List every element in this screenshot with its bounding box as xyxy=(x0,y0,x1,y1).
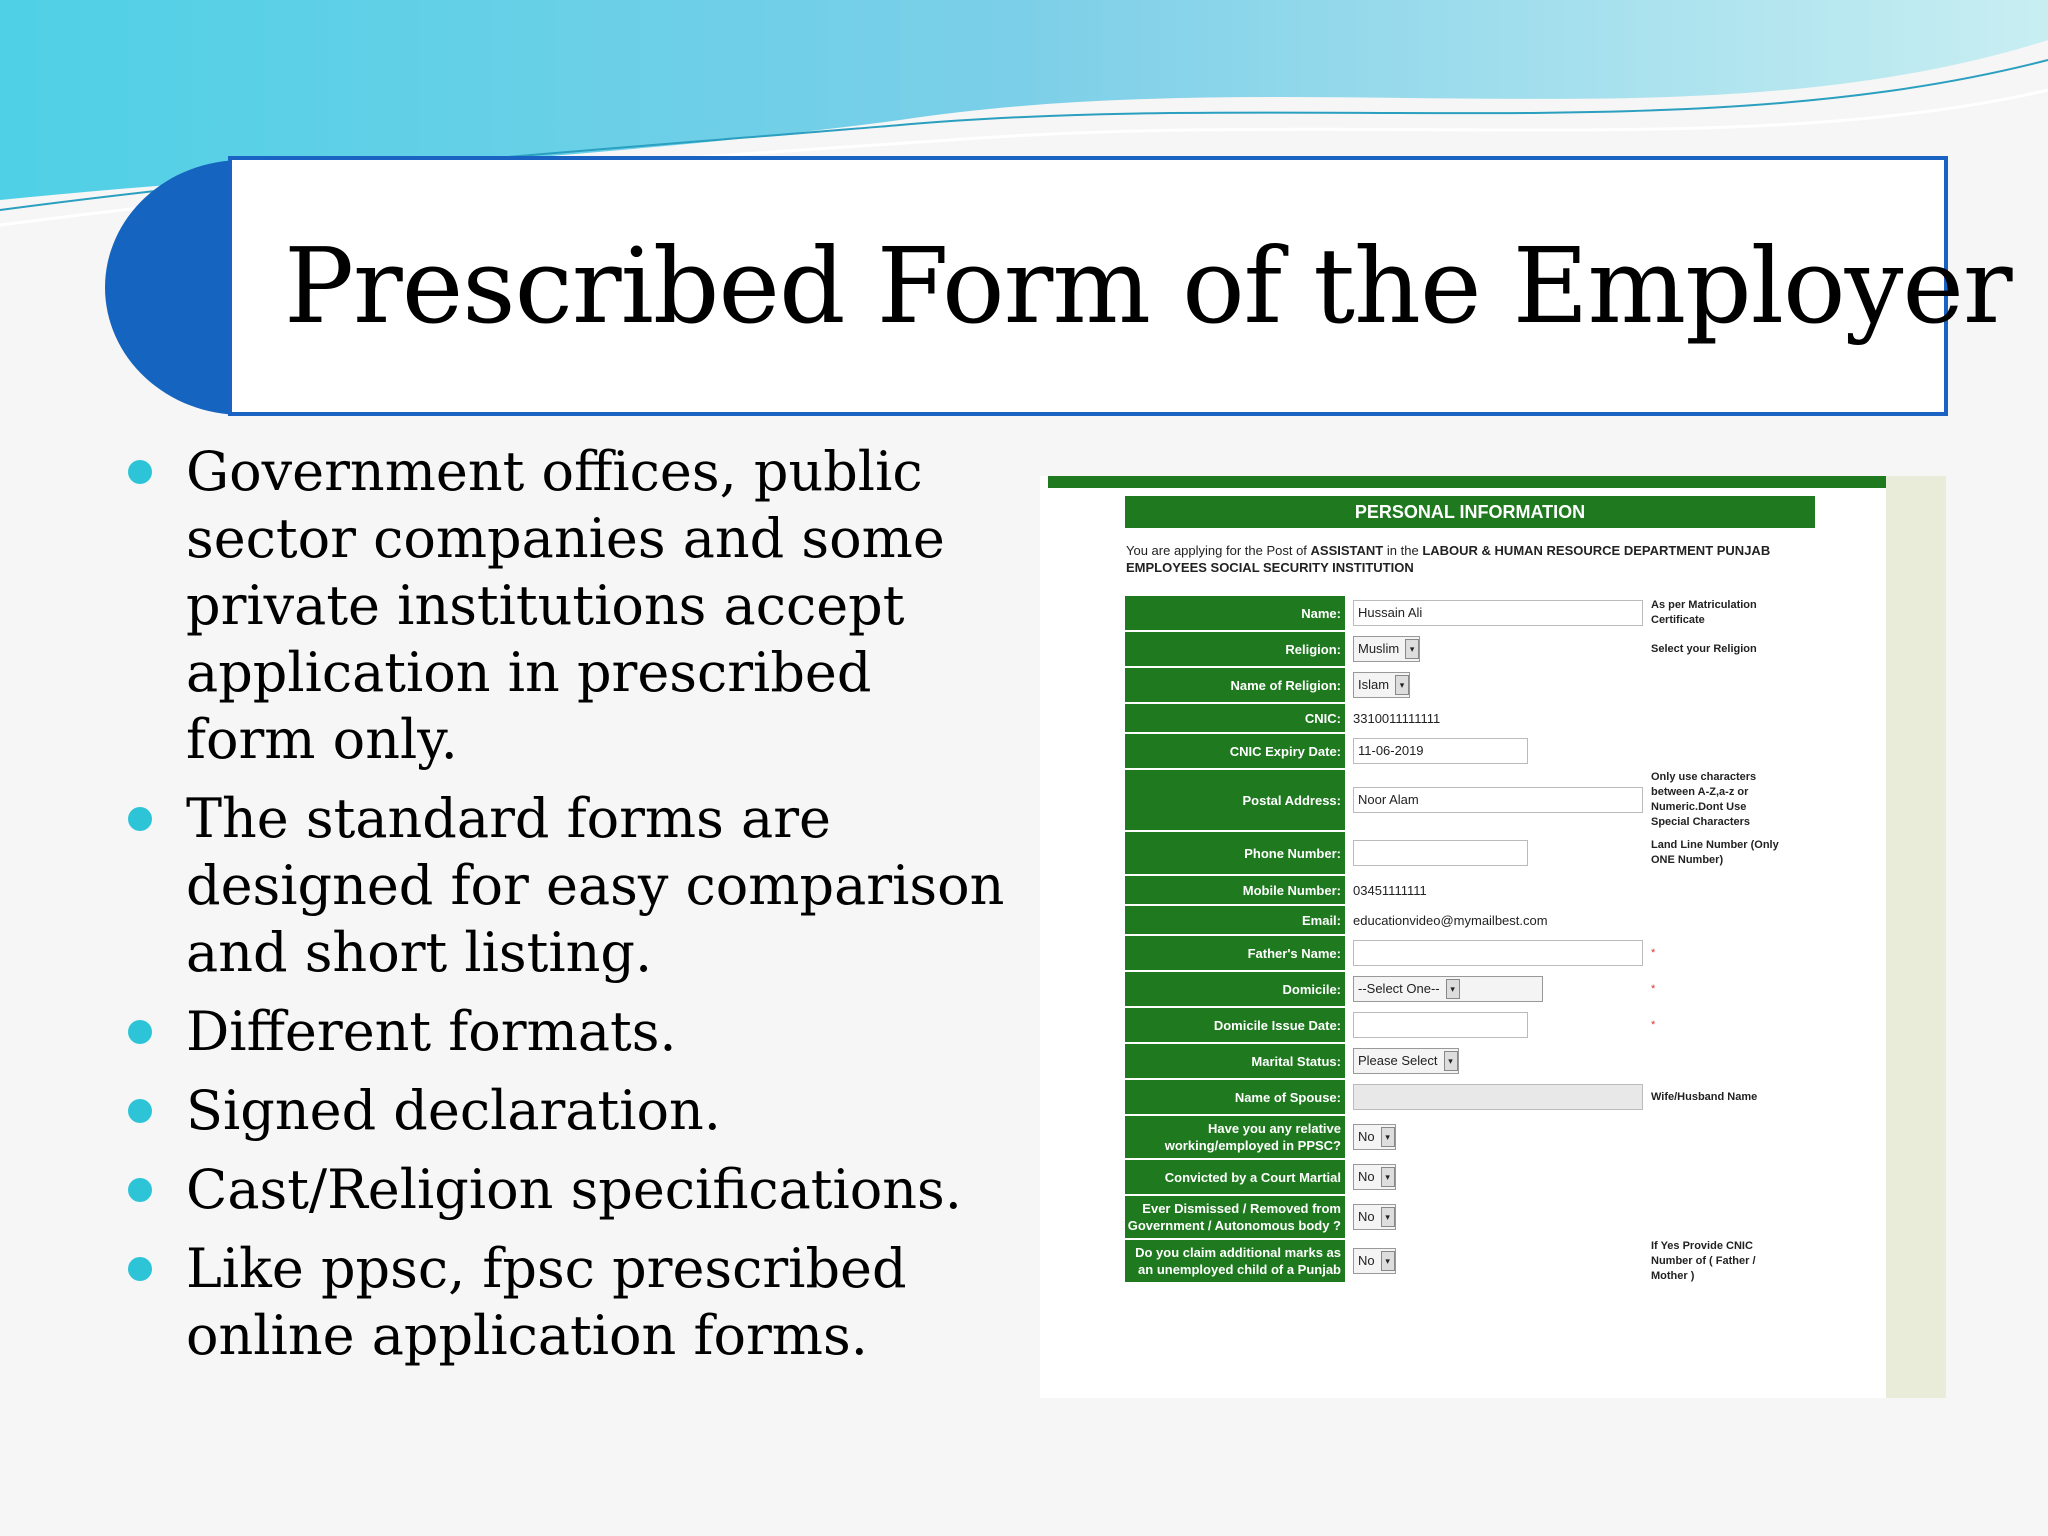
form-row xyxy=(1125,1160,1825,1196)
form-row xyxy=(1125,832,1825,876)
dropdown-caret-icon[interactable]: ▾ xyxy=(1381,1207,1395,1227)
form-field-label: Religion: xyxy=(1125,632,1345,666)
form-field-hint: Select your Religion xyxy=(1651,642,1757,655)
form-field-hint: Wife/Husband Name xyxy=(1651,1090,1758,1103)
form-field-hint: Land Line Number (Only ONE Number) xyxy=(1651,839,1779,866)
form-select-field[interactable]: --Select One-- ▾ xyxy=(1353,976,1543,1002)
form-select-field[interactable]: No ▾ xyxy=(1353,1124,1396,1150)
title-box xyxy=(228,156,2012,416)
form-row xyxy=(1125,734,1825,770)
bullet-dot-icon xyxy=(128,1020,152,1044)
form-field-label: Name: xyxy=(1125,596,1345,630)
form-row xyxy=(1125,770,1825,832)
form-row xyxy=(1125,1080,1825,1116)
form-row xyxy=(1125,668,1825,704)
form-input-field[interactable] xyxy=(1353,1084,1643,1110)
form-value-text: 03451111111 xyxy=(1353,882,1427,898)
bullet-item: Signed declaration. xyxy=(128,1077,1008,1144)
form-input-field[interactable] xyxy=(1353,1012,1528,1038)
bullet-item: Different formats. xyxy=(128,998,1008,1065)
bullet-item: Cast/Religion specifications. xyxy=(128,1156,1008,1223)
form-row xyxy=(1125,972,1825,1008)
form-field-label: Phone Number: xyxy=(1125,832,1345,874)
bullet-dot-icon xyxy=(128,1178,152,1202)
form-value-text: 3310011111111 xyxy=(1353,710,1441,726)
form-rows xyxy=(1125,596,1825,1284)
form-field-label: Domicile Issue Date: xyxy=(1125,1008,1345,1042)
dropdown-caret-icon[interactable]: ▾ xyxy=(1381,1127,1395,1147)
form-value-text: educationvideo@mymailbest.com xyxy=(1353,912,1548,928)
form-row xyxy=(1125,1116,1825,1160)
dropdown-caret-icon[interactable]: ▾ xyxy=(1381,1251,1395,1271)
form-field-label: Postal Address: xyxy=(1125,770,1345,830)
form-row xyxy=(1125,596,1825,632)
form-row xyxy=(1125,876,1825,906)
form-field-hint: * xyxy=(1651,946,1656,959)
bullet-item: The standard forms are designed for easy comparison and short listing. xyxy=(128,785,1008,986)
form-field-label: Have you any relative working/employed in PPSC? xyxy=(1125,1116,1345,1158)
form-field-hint: As per Matriculation Certificate xyxy=(1651,599,1757,626)
form-field-label: Ever Dismissed / Removed from Government / Autonomous body ? xyxy=(1125,1196,1345,1238)
form-field-label: CNIC Expiry Date: xyxy=(1125,734,1345,768)
form-top-bar xyxy=(1048,476,1928,488)
form-field-label: Marital Status: xyxy=(1125,1044,1345,1078)
dropdown-caret-icon[interactable]: ▾ xyxy=(1446,979,1460,999)
form-select-field[interactable]: Please Select ▾ xyxy=(1353,1048,1459,1074)
form-row xyxy=(1125,1044,1825,1080)
form-select-field[interactable]: No ▾ xyxy=(1353,1204,1396,1230)
form-row xyxy=(1125,632,1825,668)
form-field-hint: If Yes Provide CNIC Number of ( Father / Mother ) xyxy=(1651,1239,1756,1282)
form-field-hint: * xyxy=(1651,1018,1656,1031)
bullet-list xyxy=(128,438,1008,1381)
form-screenshot xyxy=(1040,476,1946,1398)
form-row xyxy=(1125,906,1825,936)
form-row xyxy=(1125,1240,1825,1284)
form-row xyxy=(1125,704,1825,734)
form-select-field[interactable]: Muslim ▾ xyxy=(1353,636,1420,662)
form-field-label: Convicted by a Court Martial xyxy=(1125,1160,1345,1194)
form-field-label: Name of Religion: xyxy=(1125,668,1345,702)
bullet-item: Like ppsc, fpsc prescribed online application forms. xyxy=(128,1235,1008,1369)
bullet-dot-icon xyxy=(128,807,152,831)
form-field-hint: Only use characters between A-Z,a-z or Numeric.Dont Use Special Characters xyxy=(1651,771,1757,828)
bullet-dot-icon xyxy=(128,1257,152,1281)
form-input-field[interactable] xyxy=(1353,840,1528,866)
form-input-field[interactable]: Noor Alam xyxy=(1353,787,1643,813)
form-input-field[interactable]: 11-06-2019 xyxy=(1353,738,1528,764)
form-field-label: Father's Name: xyxy=(1125,936,1345,970)
dropdown-caret-icon[interactable]: ▾ xyxy=(1395,675,1409,695)
form-input-field[interactable]: Hussain Ali xyxy=(1353,600,1643,626)
bullet-dot-icon xyxy=(128,460,152,484)
form-field-label: Mobile Number: xyxy=(1125,876,1345,904)
form-row xyxy=(1125,1008,1825,1044)
dropdown-caret-icon[interactable]: ▾ xyxy=(1381,1167,1395,1187)
form-field-label: Name of Spouse: xyxy=(1125,1080,1345,1114)
form-select-field[interactable]: No ▾ xyxy=(1353,1248,1396,1274)
slide-title: Prescribed Form of the Employer xyxy=(284,225,2012,347)
form-field-label: Do you claim additional marks as an unemployed child of a Punjab xyxy=(1125,1240,1345,1282)
form-field-label: CNIC: xyxy=(1125,704,1345,732)
dropdown-caret-icon[interactable]: ▾ xyxy=(1405,639,1419,659)
form-intro-text: You are applying for the Post of ASSISTANT in the LABOUR & HUMAN RESOURCE DEPARTMENT PUNJAB EMPLOYEES SOCIAL SECURITY INSTITUTION xyxy=(1126,543,1771,575)
form-select-field[interactable]: No ▾ xyxy=(1353,1164,1396,1190)
form-row xyxy=(1125,936,1825,972)
dropdown-caret-icon[interactable]: ▾ xyxy=(1444,1051,1458,1071)
form-row xyxy=(1125,1196,1825,1240)
form-field-label: Domicile: xyxy=(1125,972,1345,1006)
bullet-item: Government offices, public sector companies and some private institutions accept application in prescribed form only. xyxy=(128,438,1008,773)
form-select-field[interactable]: Islam ▾ xyxy=(1353,672,1410,698)
form-side-panel xyxy=(1886,476,1946,1398)
form-field-hint: * xyxy=(1651,982,1656,995)
bullet-dot-icon xyxy=(128,1099,152,1123)
form-section-header: PERSONAL INFORMATION xyxy=(1125,496,1815,528)
form-field-label: Email: xyxy=(1125,906,1345,934)
form-input-field[interactable] xyxy=(1353,940,1643,966)
